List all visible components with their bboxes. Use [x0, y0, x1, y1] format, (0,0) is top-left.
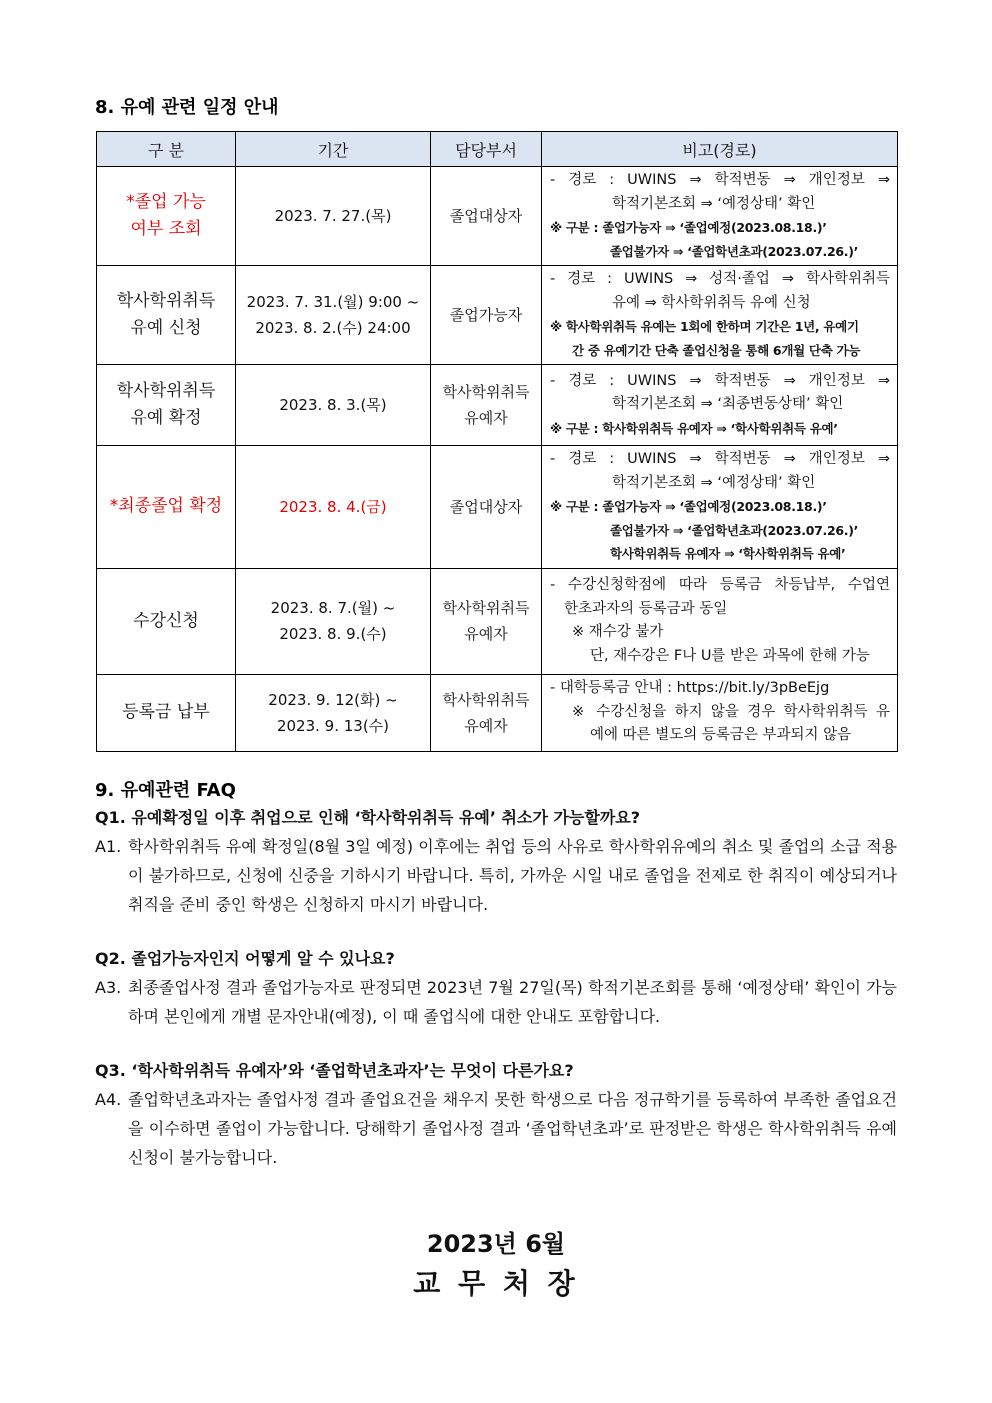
- row-category: [97, 365, 236, 446]
- row-department-line: 졸업가능자: [449, 306, 523, 324]
- remark-line: 학적기본조회 ⇒ ‘예정상태’ 확인: [612, 195, 816, 212]
- row-period: [236, 266, 431, 365]
- row-period-line: 2023. 8. 9.(수): [279, 625, 387, 643]
- row-remarks: [542, 167, 898, 266]
- faq-answer-label: A3.: [95, 978, 122, 997]
- remark-line: - 경로 : UWINS ⇒ 학적변동 ⇒ 개인정보 ⇒: [550, 372, 890, 389]
- faq-answer: [95, 973, 897, 1031]
- row-department: [431, 446, 542, 569]
- row-category: [97, 568, 236, 674]
- table-row: [97, 674, 898, 751]
- row-period-line: 2023. 8. 7.(월) ~: [270, 599, 396, 617]
- faq-answer-text: 졸업학년초과자는 졸업사정 결과 졸업요건을 채우지 못한 학생으로 다음 정규학기를 등록하여 부족한 졸업요건을 이수하면 졸업이 가능합니다. 당해학기 졸업사정 결과 ‘졸업학년초과’로 판정받은 학생은 학사학위취득 유예 신청이 불가능합니다.: [128, 1090, 897, 1167]
- faq-item: [95, 1058, 897, 1172]
- remark-line: ※ 재수강 불가: [572, 624, 664, 640]
- schedule-table: [96, 131, 898, 752]
- row-category-line: 유예 신청: [130, 318, 202, 338]
- row-department: [431, 365, 542, 446]
- header-period: 기간: [236, 132, 431, 167]
- row-category-line: 등록금 납부: [122, 702, 210, 722]
- row-department-line: 학사학위취득: [442, 599, 530, 617]
- row-period-line: 2023. 8. 4.(금): [279, 497, 387, 516]
- row-department-line: 학사학위취득: [442, 690, 530, 709]
- faq-question: Q1. 유예확정일 이후 취업으로 인해 ‘학사학위취득 유예’ 취소가 가능할까요?: [95, 808, 641, 827]
- row-period: [236, 674, 431, 751]
- row-remarks: [542, 674, 898, 751]
- row-period: [236, 568, 431, 674]
- remark-line: - 대학등록금 안내 : https://bit.ly/3pBeEjg: [550, 680, 830, 697]
- remark-line: 유예 ⇒ 학사학위취득 유예 신청: [612, 294, 811, 311]
- remark-line: ※ 구분 : 졸업가능자 ⇒ ‘졸업예정(2023.08.18.)’: [550, 499, 827, 514]
- faq-question: Q2. 졸업가능자인지 어떻게 알 수 있나요?: [95, 949, 395, 968]
- faq-question: Q3. ‘학사학위취득 유예자’와 ‘졸업학년초과자’는 무엇이 다른가요?: [95, 1061, 574, 1080]
- row-period-line: 2023. 8. 2.(수) 24:00: [255, 319, 411, 337]
- footer-date: 2023년 6월: [426, 1230, 566, 1258]
- row-department-line: 유예자: [464, 716, 508, 735]
- row-category-line: *졸업 가능: [126, 192, 206, 212]
- faq-item: [95, 946, 897, 1031]
- remark-line: - 경로 : UWINS ⇒ 성적·졸업 ⇒ 학사학위취득: [550, 271, 890, 287]
- remark-line: 학적기본조회 ⇒ ‘예정상태’ 확인: [612, 474, 816, 491]
- row-remarks: [542, 266, 898, 365]
- table-row: [97, 167, 898, 266]
- remark-line: 예에 따른 별도의 등록금은 부과되지 않음: [590, 727, 852, 744]
- remark-line: 학적기본조회 ⇒ ‘최종변동상태’ 확인: [612, 396, 844, 413]
- row-category-line: *최종졸업 확정: [109, 496, 223, 517]
- row-period-line: 2023. 7. 31.(월) 9:00 ~: [246, 293, 420, 311]
- remark-line: ※ 수강신청을 하지 않을 경우 학사학위취득 유: [572, 703, 890, 720]
- row-department-line: 유예자: [464, 625, 508, 643]
- section-8-title: 8. 유예 관련 일정 안내: [95, 97, 279, 118]
- header-department: 담당부서: [431, 132, 542, 167]
- faq-answer-text: 학사학위취득 유예 확정일(8월 3일 예정) 이후에는 취업 등의 사유로 학사학위유예의 취소 및 졸업의 소급 적용이 불가하므로, 신청에 신중을 기하시기 바랍니다. 특히, 가까운 시일 내로 졸업을 전제로 한 취직이 예상되거나 취직을 준비 중인 학생은 신청하지 마시기 바랍니다.: [128, 837, 897, 914]
- table-row: [97, 365, 898, 446]
- remark-line: 졸업불가자 ⇒ ‘졸업학년초과(2023.07.26.)’: [610, 522, 859, 538]
- row-category-line: 학사학위취득: [116, 381, 216, 401]
- row-period: [236, 365, 431, 446]
- row-department: [431, 167, 542, 266]
- row-department: [431, 674, 542, 751]
- faq-item: [95, 805, 897, 919]
- row-remarks: [542, 446, 898, 569]
- row-department: [431, 266, 542, 365]
- row-department-line: 학사학위취득: [442, 383, 530, 401]
- remark-line: ※ 구분 : 학사학위취득 유예자 ⇒ ‘학사학위취득 유예’: [550, 420, 838, 436]
- row-period-line: 2023. 7. 27.(목): [274, 207, 392, 225]
- remark-line: ※ 구분 : 졸업가능자 ⇒ ‘졸업예정(2023.08.18.)’: [550, 220, 827, 235]
- row-category: [97, 167, 236, 266]
- row-period-line: 2023. 8. 3.(목): [279, 396, 387, 414]
- remark-line: - 경로 : UWINS ⇒ 학적변동 ⇒ 개인정보 ⇒: [550, 451, 890, 467]
- faq-answer: [95, 832, 897, 919]
- remark-line: - 수강신청학점에 따라 등록금 차등납부, 수업연: [550, 577, 890, 593]
- row-category-line: 수강신청: [133, 610, 199, 631]
- row-category-line: 여부 조회: [130, 219, 202, 239]
- remark-line: - 경로 : UWINS ⇒ 학적변동 ⇒ 개인정보 ⇒: [550, 172, 890, 188]
- row-category: [97, 266, 236, 365]
- row-department: [431, 568, 542, 674]
- row-department-line: 졸업대상자: [449, 497, 523, 516]
- header-remarks: 비고(경로): [542, 132, 898, 167]
- remark-line: 졸업불가자 ⇒ ‘졸업학년초과(2023.07.26.)’: [610, 243, 859, 259]
- row-department-line: 유예자: [464, 409, 508, 427]
- section-9-title: 9. 유예관련 FAQ: [95, 780, 236, 801]
- row-period: [236, 167, 431, 266]
- row-department-line: 졸업대상자: [449, 207, 523, 225]
- table-header-row: [97, 132, 898, 167]
- remark-line: 단, 재수강은 F나 U를 받은 과목에 한해 가능: [590, 647, 870, 664]
- header-category: 구 분: [97, 132, 236, 167]
- row-period-line: 2023. 9. 12(화) ~: [268, 690, 398, 709]
- table-row: [97, 266, 898, 365]
- footer-office: 교 무 처 장: [413, 1267, 579, 1300]
- faq-answer-text: 최종졸업사정 결과 졸업가능자로 판정되면 2023년 7월 27일(목) 학적기본조회를 통해 ‘예정상태’ 확인이 가능하며 본인에게 개별 문자안내(예정), 이 때 졸업식에 대한 안내도 포함합니다.: [128, 978, 897, 1026]
- faq-answer: [95, 1085, 897, 1172]
- row-period: [236, 446, 431, 569]
- table-row: [97, 568, 898, 674]
- remark-line: 간 중 유예기간 단축 졸업신청을 통해 6개월 단축 가능: [572, 342, 861, 358]
- row-category: [97, 674, 236, 751]
- remark-line: ※ 학사학위취득 유예는 1회에 한하며 기간은 1년, 유예기: [550, 319, 859, 334]
- faq-answer-label: A4.: [95, 1090, 122, 1109]
- faq-answer-label: A1.: [95, 837, 122, 856]
- remark-line: 한초과자의 등록금과 동일: [564, 600, 728, 617]
- row-category-line: 학사학위취득: [116, 291, 216, 311]
- row-category-line: 유예 확정: [130, 408, 202, 428]
- table-row: [97, 446, 898, 569]
- row-period-line: 2023. 9. 13(수): [276, 716, 390, 735]
- remark-line: 학사학위취득 유예자 ⇒ ‘학사학위취득 유예’: [610, 546, 846, 561]
- row-remarks: [542, 365, 898, 446]
- row-category: [97, 446, 236, 569]
- row-remarks: [542, 568, 898, 674]
